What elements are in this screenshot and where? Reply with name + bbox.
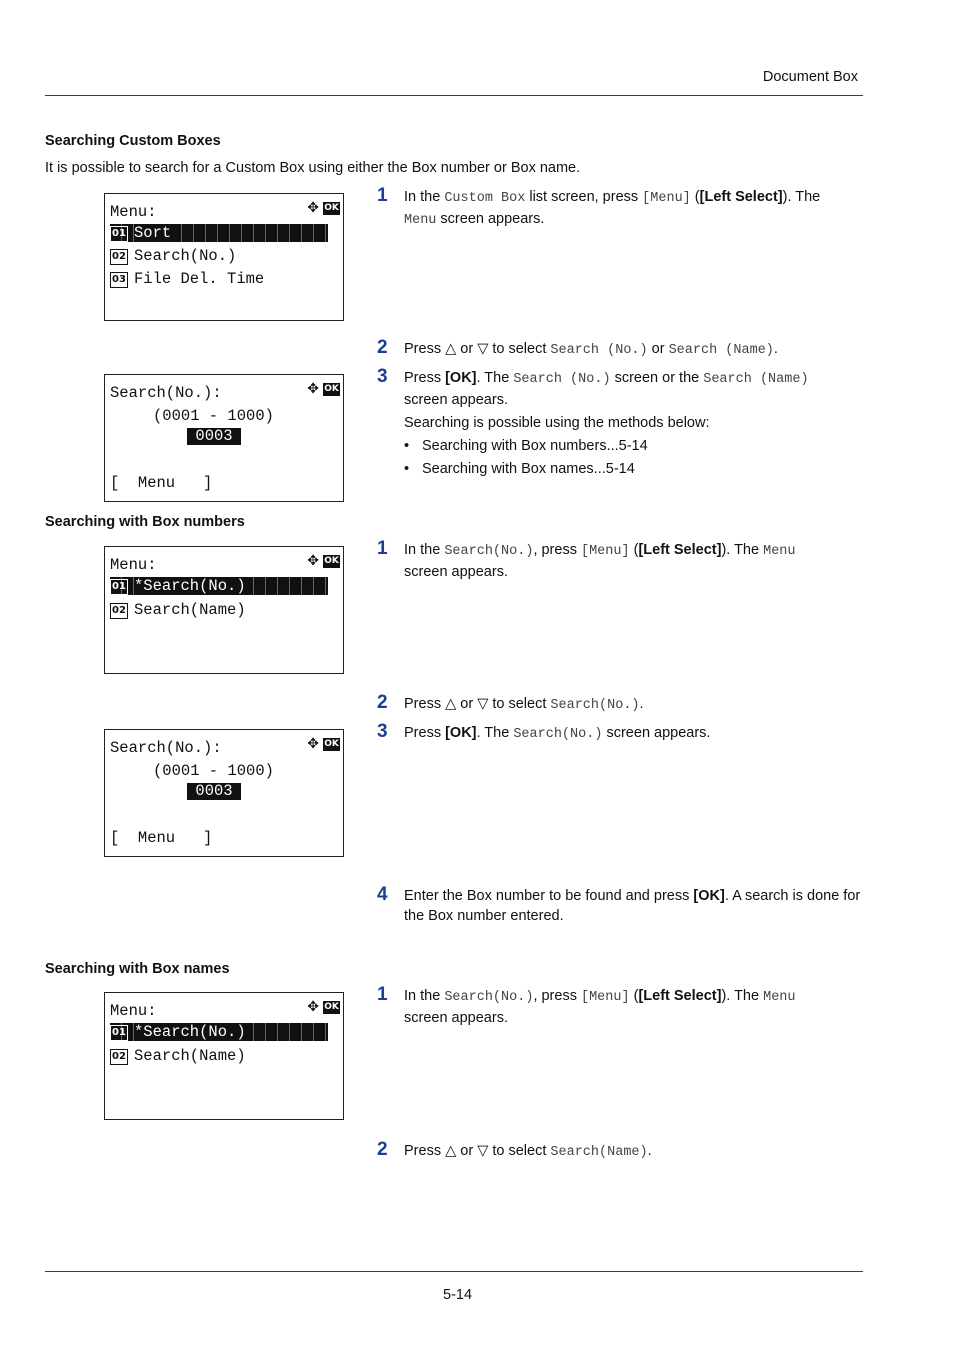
- lcd-item: [110, 600, 246, 620]
- item-number: 03: [110, 272, 128, 288]
- step-text: In the Search(No.), press [Menu] ([Left Select]). The Menu screen appears.: [404, 988, 796, 1026]
- step-number: 1: [377, 538, 388, 559]
- lcd-title: Search(No.):: [110, 384, 222, 402]
- step-number: 2: [377, 1139, 388, 1160]
- step-text: In the Search(No.), press [Menu] ([Left Select]). The Menu screen appears.: [404, 542, 796, 580]
- lcd-number-field: 0003: [187, 428, 241, 445]
- header-rule: [45, 95, 863, 96]
- item-number: 02: [110, 1049, 128, 1065]
- step-number: 1: [377, 185, 388, 206]
- item-label: File Del. Time: [134, 270, 265, 288]
- lcd-item-selected: [110, 224, 328, 242]
- lcd-item: [110, 1046, 246, 1066]
- step-number: 2: [377, 692, 388, 713]
- step-number: 1: [377, 984, 388, 1005]
- item-label: Sort: [134, 224, 172, 242]
- item-label: Search(Name): [134, 601, 246, 619]
- subsection-title: Searching with Box numbers: [45, 514, 245, 530]
- lcd-menu-search: [104, 546, 344, 674]
- navigation-icon: ✥: [307, 999, 319, 1015]
- lcd-range: (0001 - 1000): [153, 407, 274, 425]
- lcd-search-no: [104, 374, 344, 502]
- item-number: 02: [110, 249, 128, 265]
- step-number: 3: [377, 721, 388, 742]
- navigation-icon: ✥: [307, 381, 319, 397]
- item-label: *Search(No.): [134, 577, 246, 595]
- lcd-softkey: [ Menu ]: [110, 474, 213, 492]
- ok-icon: OK: [324, 739, 339, 749]
- step-number: 4: [377, 884, 388, 905]
- navigation-icon: ✥: [307, 736, 319, 752]
- item-number: 01: [110, 579, 128, 595]
- ok-icon: OK: [324, 1002, 339, 1012]
- item-number: 01: [110, 1025, 128, 1041]
- lcd-number-field: 0003: [187, 783, 241, 800]
- ok-icon: OK: [324, 556, 339, 566]
- lcd-item-selected: [110, 1023, 328, 1041]
- step-number: 3: [377, 366, 388, 387]
- step-text: Press [OK]. The Search (No.) screen or the Search (Name) screen appears.: [404, 370, 809, 408]
- step-number: 2: [377, 337, 388, 358]
- section-intro: It is possible to search for a Custom Box using either the Box number or Box name.: [45, 160, 581, 176]
- lcd-title: Menu:: [110, 556, 157, 574]
- page-number: 5-14: [443, 1287, 473, 1303]
- ok-icon: OK: [324, 384, 339, 394]
- step-text: Press △ or ▽ to select Search (No.) or Search (Name).: [404, 341, 778, 358]
- navigation-icon: ✥: [307, 553, 319, 569]
- item-label: Search(Name): [134, 1047, 246, 1065]
- item-label: Search(No.): [134, 247, 237, 265]
- footer-rule: [45, 1271, 863, 1272]
- lcd-softkey: [ Menu ]: [110, 829, 213, 847]
- ok-icon: OK: [324, 203, 339, 213]
- method-link-box-names[interactable]: • Searching with Box names...5-14: [404, 461, 635, 477]
- item-number: 02: [110, 603, 128, 619]
- item-label: *Search(No.): [134, 1023, 246, 1041]
- lcd-title: Search(No.):: [110, 739, 222, 757]
- methods-intro: Searching is possible using the methods below:: [404, 415, 710, 431]
- step-text: Press △ or ▽ to select Search(No.).: [404, 696, 644, 713]
- lcd-range: (0001 - 1000): [153, 762, 274, 780]
- step-text: Press △ or ▽ to select Search(Name).: [404, 1143, 652, 1160]
- step-text: In the Custom Box list screen, press [Menu] ([Left Select]). The Menu screen appears.: [404, 189, 821, 228]
- lcd-menu-search: [104, 992, 344, 1120]
- running-header: Document Box: [762, 69, 858, 85]
- lcd-item: [110, 246, 236, 266]
- section-title: Searching Custom Boxes: [45, 133, 221, 149]
- navigation-icon: ✥: [307, 200, 319, 216]
- subsection-title: Searching with Box names: [45, 961, 230, 977]
- lcd-item-selected: [110, 577, 328, 595]
- lcd-menu-sort: [104, 193, 344, 321]
- step-text: Press [OK]. The Search(No.) screen appears.: [404, 725, 711, 742]
- lcd-title: Menu:: [110, 203, 157, 221]
- lcd-item: [110, 269, 264, 289]
- item-number: 01: [110, 226, 128, 242]
- method-link-box-numbers[interactable]: • Searching with Box numbers...5-14: [404, 438, 648, 454]
- step-text: Enter the Box number to be found and press [OK]. A search is done for the Box number entered.: [404, 888, 861, 924]
- lcd-search-no: [104, 729, 344, 857]
- lcd-title: Menu:: [110, 1002, 157, 1020]
